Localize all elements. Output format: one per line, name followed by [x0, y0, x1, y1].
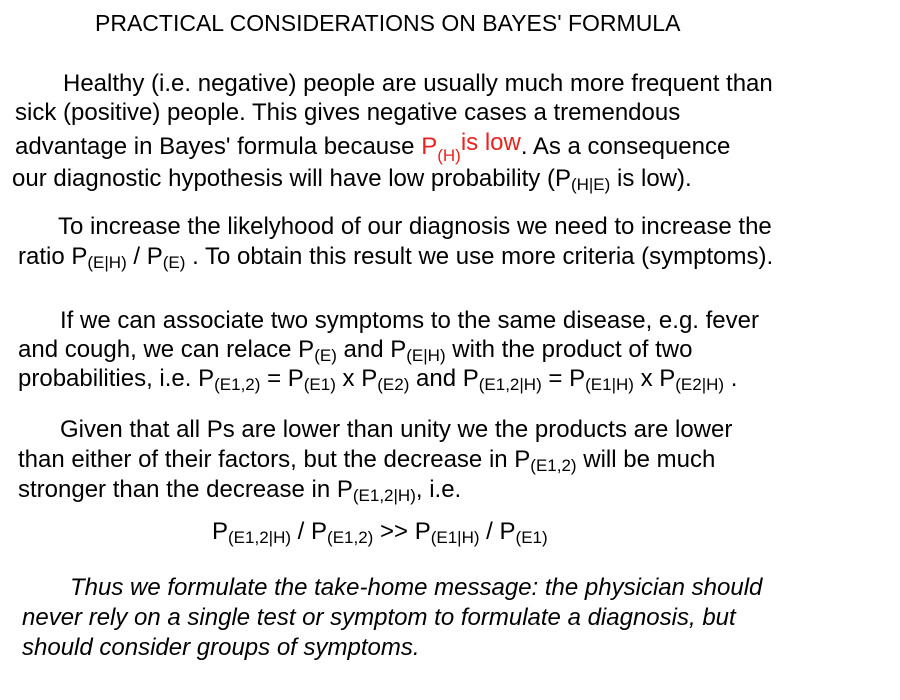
p4-line-3-subscript: (E1,2|H) — [352, 486, 416, 505]
p1-prior-is-low: is low — [460, 129, 521, 156]
formula-sub-1: (E1,2|H) — [228, 528, 292, 547]
p2-line-2-text-a: ratio P — [18, 243, 88, 270]
p3-line-3-text-d: and P — [409, 365, 479, 392]
p1-line-4-text-b: is low). — [610, 165, 692, 192]
p3-line-3-sub-1: (E1,2) — [214, 375, 261, 394]
p3-line-3-text-e: = P — [541, 365, 586, 392]
formula-sub-4: (E1) — [515, 528, 548, 547]
p3-line-2-sub-2: (E|H) — [406, 346, 446, 365]
p1-prior-subscript: (H) — [437, 146, 461, 165]
p3-line-2-text-b: and P — [336, 336, 407, 363]
p5-line-2: never rely on a single test or symptom to formulate a diagnosis, but — [22, 604, 736, 631]
p2-line-2-sub-2: (E) — [162, 253, 186, 272]
p4-line-2-text-b: will be much — [576, 446, 716, 473]
p3-line-3-sub-2: (E1) — [303, 375, 336, 394]
formula-text-c: >> P — [373, 518, 431, 545]
p1-line-3 — [15, 129, 730, 170]
p4-line-2 — [18, 446, 715, 480]
p1-line-1: Healthy (i.e. negative) people are usually much more frequent than — [63, 70, 773, 97]
p2-line-2-text-c: . To obtain this result we use more criteria (symptoms). — [185, 243, 774, 270]
p3-line-3-sub-3: (E2) — [377, 375, 410, 394]
p3-line-3 — [18, 365, 737, 399]
p3-line-3-sub-5: (E1|H) — [585, 375, 634, 394]
p2-line-2-sub-1: (E|H) — [87, 253, 127, 272]
p3-line-3-text-f: x P — [633, 365, 676, 392]
p5-line-1: Thus we formulate the take-home message: the physician should — [70, 574, 763, 601]
p1-line-3-text-a: advantage in Bayes' formula because — [15, 133, 415, 160]
p4-line-3-text-a: stronger than the decrease in P — [18, 476, 353, 503]
p2-line-2 — [18, 243, 773, 277]
p3-line-3-text-g: . — [724, 365, 738, 392]
p4-line-3-text-b: , i.e. — [415, 476, 462, 503]
p3-line-2-text-c: with the product of two — [445, 336, 693, 363]
p3-line-3-text-a: probabilities, i.e. P — [18, 365, 215, 392]
p1-line-2: sick (positive) people. This gives negative cases a tremendous — [15, 99, 681, 126]
formula-sub-3: (E1|H) — [430, 528, 480, 547]
p3-line-3-sub-6: (E2|H) — [675, 375, 725, 394]
p4-line-2-subscript: (E1,2) — [530, 456, 577, 475]
p1-line-4-text-a: our diagnostic hypothesis will have low probability (P — [12, 165, 571, 192]
p2-line-1: To increase the likelyhood of our diagnosis we need to increase the — [58, 213, 772, 240]
p3-line-1: If we can associate two symptoms to the same disease, e.g. fever — [60, 307, 759, 334]
p3-line-2-sub-1: (E) — [314, 346, 337, 365]
p3-line-3-sub-4: (E1,2|H) — [478, 375, 542, 394]
prior-probability-note — [421, 129, 521, 165]
p4-line-2-text-a: than either of their factors, but the decrease in P — [18, 446, 531, 473]
formula-text-a: P — [212, 518, 229, 545]
ratio-inequality-formula — [212, 518, 548, 552]
p3-line-3-text-b: = P — [260, 365, 304, 392]
formula-text-b: / P — [291, 518, 328, 545]
formula-text-d: / P — [479, 518, 516, 545]
p3-line-2-text-a: and cough, we can relace P — [18, 336, 315, 363]
p2-line-2-text-b: / P — [126, 243, 163, 270]
formula-sub-2: (E1,2) — [327, 528, 374, 547]
p1-prior-symbol: P — [421, 133, 438, 160]
p1-line-3-text-b: . As a consequence — [520, 133, 731, 160]
p1-line-4-subscript: (H|E) — [570, 175, 611, 194]
p5-line-3: should consider groups of symptoms. — [22, 634, 420, 661]
p4-line-3 — [18, 476, 461, 510]
p4-line-1: Given that all Ps are lower than unity we the products are lower — [60, 416, 733, 443]
p1-line-4 — [12, 165, 692, 199]
slide-title: PRACTICAL CONSIDERATIONS ON BAYES' FORMULA — [95, 10, 681, 36]
p3-line-3-text-c: x P — [335, 365, 378, 392]
